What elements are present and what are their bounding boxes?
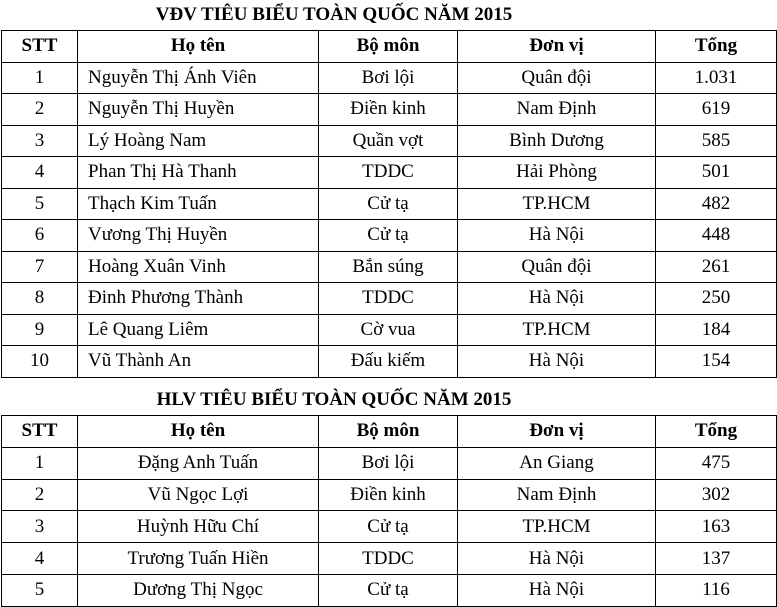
cell-total: 116 xyxy=(656,574,777,606)
cell-name: Hoàng Xuân Vinh xyxy=(78,251,319,283)
header-stt: STT xyxy=(2,31,78,63)
cell-unit: Hà Nội xyxy=(458,220,656,252)
cell-name: Dương Thị Ngọc xyxy=(78,574,319,606)
cell-unit: TP.HCM xyxy=(458,188,656,220)
cell-total: 475 xyxy=(656,447,777,479)
cell-total: 619 xyxy=(656,94,777,126)
cell-total: 1.031 xyxy=(656,62,777,94)
table-row xyxy=(2,283,777,315)
cell-unit: TP.HCM xyxy=(458,511,656,543)
cell-stt: 1 xyxy=(2,62,78,94)
cell-sport: Quần vợt xyxy=(319,125,458,157)
cell-stt: 7 xyxy=(2,251,78,283)
table-row xyxy=(2,447,777,479)
cell-sport: Cử tạ xyxy=(319,220,458,252)
cell-sport: TDDC xyxy=(319,157,458,189)
cell-stt: 4 xyxy=(2,157,78,189)
table-header-row xyxy=(2,31,777,63)
cell-name: Nguyễn Thị Ánh Viên xyxy=(78,62,319,94)
cell-sport: Bắn súng xyxy=(319,251,458,283)
cell-stt: 3 xyxy=(2,511,78,543)
cell-stt: 4 xyxy=(2,543,78,575)
table-row xyxy=(2,94,777,126)
cell-total: 585 xyxy=(656,125,777,157)
cell-unit: Bình Dương xyxy=(458,125,656,157)
table-row xyxy=(2,188,777,220)
cell-unit: Hà Nội xyxy=(458,574,656,606)
cell-sport: Cử tạ xyxy=(319,188,458,220)
cell-unit: Hà Nội xyxy=(458,543,656,575)
cell-unit: Hải Phòng xyxy=(458,157,656,189)
hlv-table xyxy=(1,415,777,607)
cell-sport: Cờ vua xyxy=(319,314,458,346)
cell-total: 501 xyxy=(656,157,777,189)
header-sport: Bộ môn xyxy=(319,416,458,448)
cell-unit: Quân đội xyxy=(458,251,656,283)
vdv-section-title: VĐV TIÊU BIỂU TOÀN QUỐC NĂM 2015 xyxy=(155,4,513,25)
cell-stt: 6 xyxy=(2,220,78,252)
cell-name: Đinh Phương Thành xyxy=(78,283,319,315)
cell-total: 163 xyxy=(656,511,777,543)
cell-name: Vương Thị Huyền xyxy=(78,220,319,252)
cell-total: 261 xyxy=(656,251,777,283)
cell-total: 184 xyxy=(656,314,777,346)
cell-name: Đặng Anh Tuấn xyxy=(78,447,319,479)
header-stt: STT xyxy=(2,416,78,448)
cell-unit: Nam Định xyxy=(458,94,656,126)
table-row xyxy=(2,346,777,378)
cell-unit: TP.HCM xyxy=(458,314,656,346)
header-total: Tổng xyxy=(656,31,777,63)
cell-name: Lý Hoàng Nam xyxy=(78,125,319,157)
cell-sport: TDDC xyxy=(319,543,458,575)
cell-sport: Điền kinh xyxy=(319,94,458,126)
table-row xyxy=(2,574,777,606)
cell-stt: 2 xyxy=(2,94,78,126)
cell-name: Huỳnh Hữu Chí xyxy=(78,511,319,543)
cell-sport: Bơi lội xyxy=(319,447,458,479)
table-row xyxy=(2,543,777,575)
cell-total: 448 xyxy=(656,220,777,252)
table-row xyxy=(2,157,777,189)
cell-name: Phan Thị Hà Thanh xyxy=(78,157,319,189)
cell-total: 154 xyxy=(656,346,777,378)
cell-sport: Cử tạ xyxy=(319,574,458,606)
table-row xyxy=(2,314,777,346)
cell-stt: 5 xyxy=(2,574,78,606)
cell-stt: 5 xyxy=(2,188,78,220)
header-name: Họ tên xyxy=(78,31,319,63)
cell-unit: An Giang xyxy=(458,447,656,479)
cell-stt: 10 xyxy=(2,346,78,378)
cell-sport: TDDC xyxy=(319,283,458,315)
header-name: Họ tên xyxy=(78,416,319,448)
table-row xyxy=(2,251,777,283)
cell-name: Thạch Kim Tuấn xyxy=(78,188,319,220)
header-sport: Bộ môn xyxy=(319,31,458,63)
cell-name: Lê Quang Liêm xyxy=(78,314,319,346)
cell-name: Nguyễn Thị Huyền xyxy=(78,94,319,126)
cell-sport: Đấu kiếm xyxy=(319,346,458,378)
cell-stt: 2 xyxy=(2,479,78,511)
header-unit: Đơn vị xyxy=(458,416,656,448)
cell-total: 482 xyxy=(656,188,777,220)
table-row xyxy=(2,220,777,252)
cell-name: Trương Tuấn Hiền xyxy=(78,543,319,575)
table-row xyxy=(2,479,777,511)
cell-unit: Nam Định xyxy=(458,479,656,511)
table-row xyxy=(2,62,777,94)
cell-total: 250 xyxy=(656,283,777,315)
table-row xyxy=(2,511,777,543)
header-total: Tổng xyxy=(656,416,777,448)
header-unit: Đơn vị xyxy=(458,31,656,63)
table-header-row xyxy=(2,416,777,448)
cell-sport: Cử tạ xyxy=(319,511,458,543)
hlv-section-title: HLV TIÊU BIỂU TOÀN QUỐC NĂM 2015 xyxy=(156,389,512,410)
cell-total: 302 xyxy=(656,479,777,511)
vdv-table xyxy=(1,30,777,378)
cell-total: 137 xyxy=(656,543,777,575)
cell-stt: 8 xyxy=(2,283,78,315)
cell-sport: Bơi lội xyxy=(319,62,458,94)
cell-name: Vũ Ngọc Lợi xyxy=(78,479,319,511)
cell-unit: Hà Nội xyxy=(458,346,656,378)
cell-stt: 1 xyxy=(2,447,78,479)
cell-unit: Hà Nội xyxy=(458,283,656,315)
cell-stt: 9 xyxy=(2,314,78,346)
table-row xyxy=(2,125,777,157)
cell-unit: Quân đội xyxy=(458,62,656,94)
cell-stt: 3 xyxy=(2,125,78,157)
cell-name: Vũ Thành An xyxy=(78,346,319,378)
cell-sport: Điền kinh xyxy=(319,479,458,511)
